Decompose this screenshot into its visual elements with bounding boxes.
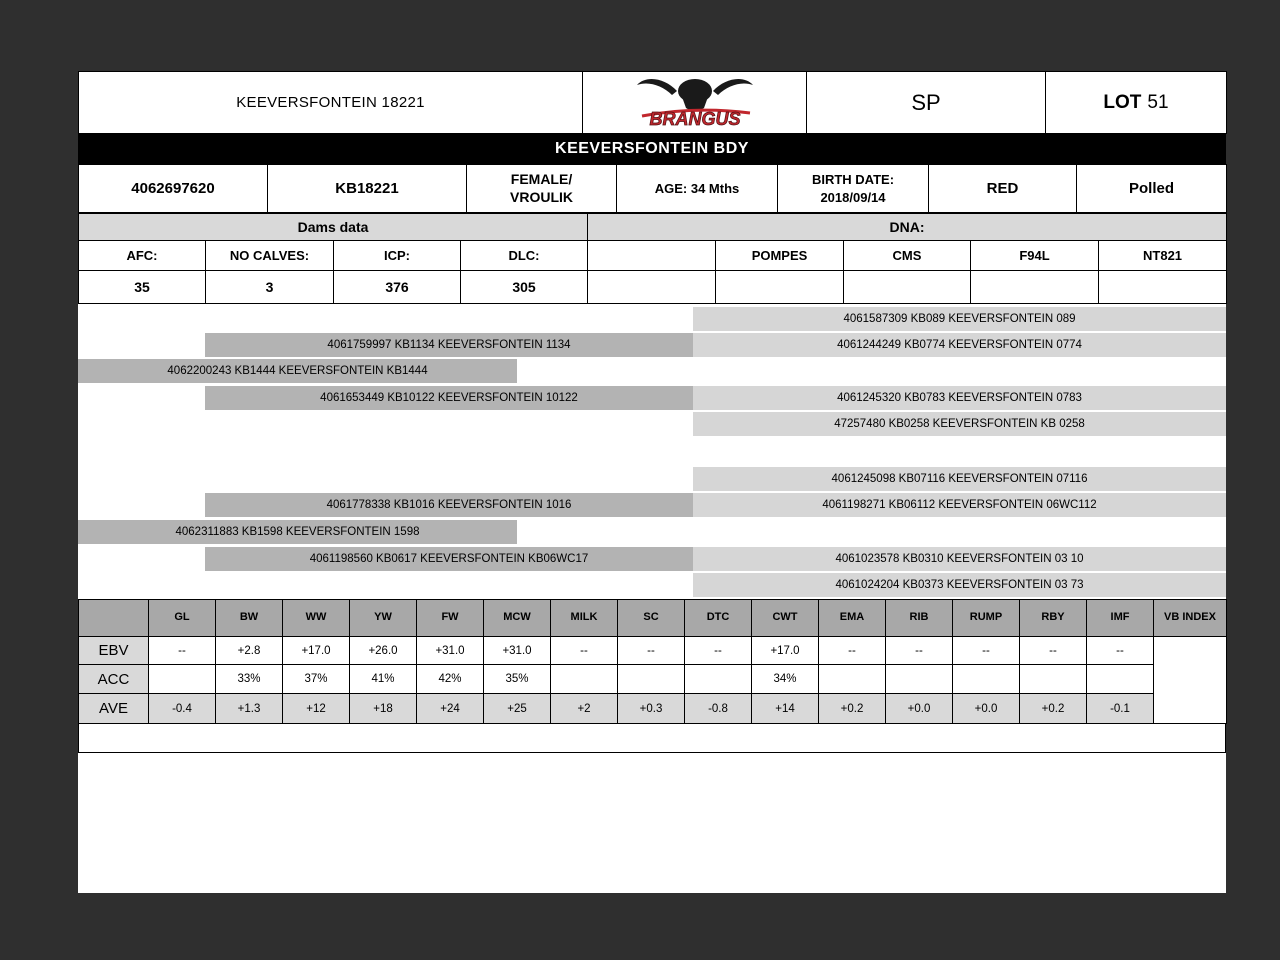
acc-cell [551, 665, 618, 694]
dams-data-title: Dams data [79, 214, 588, 241]
dams-dna-table [78, 213, 1227, 304]
pedigree-sire-dam: 4061653449 KB10122 KEEVERSFONTEIN 10122 [205, 386, 693, 410]
afc-label: AFC: [79, 241, 206, 271]
pedigree-sire-sire-sire: 4061587309 KB089 KEEVERSFONTEIN 089 [693, 307, 1226, 331]
ebv-row-label: EBV [79, 637, 149, 665]
ebv-cell: -- [819, 637, 886, 665]
ebv-cell: +17.0 [752, 637, 819, 665]
acc-cell [1087, 665, 1154, 694]
pedigree-dam-sire: 4061778338 KB1016 KEEVERSFONTEIN 1016 [205, 493, 693, 517]
ave-cell: -0.8 [685, 694, 752, 724]
acc-cell [886, 665, 953, 694]
ave-cell: +14 [752, 694, 819, 724]
pedigree-sire-sire: 4061759997 KB1134 KEEVERSFONTEIN 1134 [205, 333, 693, 357]
ebv-col-header: IMF [1087, 600, 1154, 637]
acc-cell [953, 665, 1020, 694]
pedigree-tree [78, 304, 1226, 599]
ebv-cell: +31.0 [484, 637, 551, 665]
pedigree-sire: 4062200243 KB1444 KEEVERSFONTEIN KB1444 [78, 359, 517, 383]
ebv-col-header: DTC [685, 600, 752, 637]
ebv-col-header: WW [283, 600, 350, 637]
registration-number: 4062697620 [79, 165, 268, 213]
dna-result-cms [844, 271, 971, 304]
info-table [78, 164, 1227, 213]
ave-cell: +0.3 [618, 694, 685, 724]
birth-date-cell [778, 165, 929, 213]
pedigree-dam-dam-sire: 4061023578 KB0310 KEEVERSFONTEIN 03 10 [693, 547, 1226, 571]
birth-date-value: 2018/09/14 [820, 189, 886, 205]
ave-cell: +0.0 [886, 694, 953, 724]
ave-cell: +24 [417, 694, 484, 724]
brangus-logo-icon [610, 72, 780, 128]
ave-cell: +0.2 [1020, 694, 1087, 724]
pedigree-sire-dam-dam: 47257480 KB0258 KEEVERSFONTEIN KB 0258 [693, 412, 1226, 436]
colour-cell: RED [929, 165, 1077, 213]
acc-cell: 35% [484, 665, 551, 694]
acc-cell: 41% [350, 665, 417, 694]
ebv-col-header: MILK [551, 600, 618, 637]
dlc-value: 305 [461, 271, 588, 304]
animal-name: KEEVERSFONTEIN 18221 [79, 72, 583, 134]
pedigree-dam-dam-dam: 4061024204 KB0373 KEEVERSFONTEIN 03 73 [693, 573, 1226, 597]
ebv-cell: -- [886, 637, 953, 665]
birth-date-label: BIRTH DATE: [811, 171, 895, 187]
dna-empty-cell [588, 241, 716, 271]
logo-text: BRANGUS [648, 109, 741, 128]
ebv-col-header: BW [216, 600, 283, 637]
lot-cell [1046, 72, 1227, 134]
ave-cell: +1.3 [216, 694, 283, 724]
ebv-col-header: RUMP [953, 600, 1020, 637]
ebv-corner-cell [79, 600, 149, 637]
society-code: SP [807, 72, 1046, 134]
ebv-cell: -- [1087, 637, 1154, 665]
dna-test-nt821: NT821 [1099, 241, 1227, 271]
sex-line2: VROULIK [510, 188, 573, 205]
ebv-col-header: YW [350, 600, 417, 637]
ebv-cell: +26.0 [350, 637, 417, 665]
no-calves-label: NO CALVES: [206, 241, 334, 271]
pedigree-sire-dam-sire: 4061245320 KB0783 KEEVERSFONTEIN 0783 [693, 386, 1226, 410]
ave-cell: +12 [283, 694, 350, 724]
ebv-table [78, 599, 1227, 724]
dna-result-cell [588, 271, 716, 304]
acc-cell: 34% [752, 665, 819, 694]
lot-number: 51 [1147, 91, 1169, 113]
ebv-cell: +2.8 [216, 637, 283, 665]
acc-row-label: ACC [79, 665, 149, 694]
ebv-cell: -- [618, 637, 685, 665]
ave-cell: -0.4 [149, 694, 216, 724]
herd-id: KB18221 [268, 165, 467, 213]
ebv-col-header: EMA [819, 600, 886, 637]
sex-cell [467, 165, 617, 213]
pedigree-dam-dam: 4061198560 KB0617 KEEVERSFONTEIN KB06WC17 [205, 547, 693, 571]
bull-right-horn-icon [713, 79, 753, 95]
brangus-logo-cell [583, 72, 807, 134]
acc-cell: 37% [283, 665, 350, 694]
ebv-col-header: RBY [1020, 600, 1087, 637]
acc-cell [685, 665, 752, 694]
acc-cell [1020, 665, 1087, 694]
acc-cell [618, 665, 685, 694]
dna-result-pompes [716, 271, 844, 304]
afc-value: 35 [79, 271, 206, 304]
ebv-cell: -- [1020, 637, 1087, 665]
ebv-cell: +31.0 [417, 637, 484, 665]
dna-result-nt821 [1099, 271, 1227, 304]
dlc-label: DLC: [461, 241, 588, 271]
animal-title-banner: KEEVERSFONTEIN BDY [78, 134, 1226, 164]
dna-result-f94l [971, 271, 1099, 304]
ave-cell: +2 [551, 694, 618, 724]
ebv-cell: -- [551, 637, 618, 665]
pedigree-dam-sire-sire: 4061245098 KB07116 KEEVERSFONTEIN 07116 [693, 467, 1226, 491]
vb-index-cell [1154, 637, 1227, 724]
pedigree-dam-sire-dam: 4061198271 KB06112 KEEVERSFONTEIN 06WC112 [693, 493, 1226, 517]
dna-test-pompes: POMPES [716, 241, 844, 271]
ebv-col-header: VB INDEX [1154, 600, 1227, 637]
ave-cell: +0.0 [953, 694, 1020, 724]
dna-test-f94l: F94L [971, 241, 1099, 271]
ave-cell: +25 [484, 694, 551, 724]
ebv-cell: -- [685, 637, 752, 665]
footer-empty-row [78, 723, 1226, 753]
ebv-col-header: SC [618, 600, 685, 637]
pedigree-sire-sire-dam: 4061244249 KB0774 KEEVERSFONTEIN 0774 [693, 333, 1226, 357]
acc-cell [819, 665, 886, 694]
bull-left-horn-icon [637, 79, 677, 95]
ebv-col-header: GL [149, 600, 216, 637]
ebv-col-header: MCW [484, 600, 551, 637]
ebv-cell: +17.0 [283, 637, 350, 665]
acc-cell [149, 665, 216, 694]
ave-cell: +18 [350, 694, 417, 724]
ebv-col-header: FW [417, 600, 484, 637]
ebv-col-header: RIB [886, 600, 953, 637]
horn-status-cell: Polled [1077, 165, 1227, 213]
acc-cell: 42% [417, 665, 484, 694]
icp-label: ICP: [334, 241, 461, 271]
ave-cell: +0.2 [819, 694, 886, 724]
dna-title: DNA: [588, 214, 1227, 241]
ebv-cell: -- [953, 637, 1020, 665]
dna-test-cms: CMS [844, 241, 971, 271]
age-cell: AGE: 34 Mths [617, 165, 778, 213]
sex-line1: FEMALE/ [510, 171, 573, 187]
ave-cell: -0.1 [1087, 694, 1154, 724]
lot-label: LOT [1103, 91, 1142, 113]
ebv-cell: -- [149, 637, 216, 665]
pedigree-dam: 4062311883 KB1598 KEEVERSFONTEIN 1598 [78, 520, 517, 544]
ave-row-label: AVE [79, 694, 149, 724]
acc-cell: 33% [216, 665, 283, 694]
header-table [78, 71, 1227, 134]
ebv-col-header: CWT [752, 600, 819, 637]
catalog-sheet [78, 71, 1226, 893]
no-calves-value: 3 [206, 271, 334, 304]
icp-value: 376 [334, 271, 461, 304]
